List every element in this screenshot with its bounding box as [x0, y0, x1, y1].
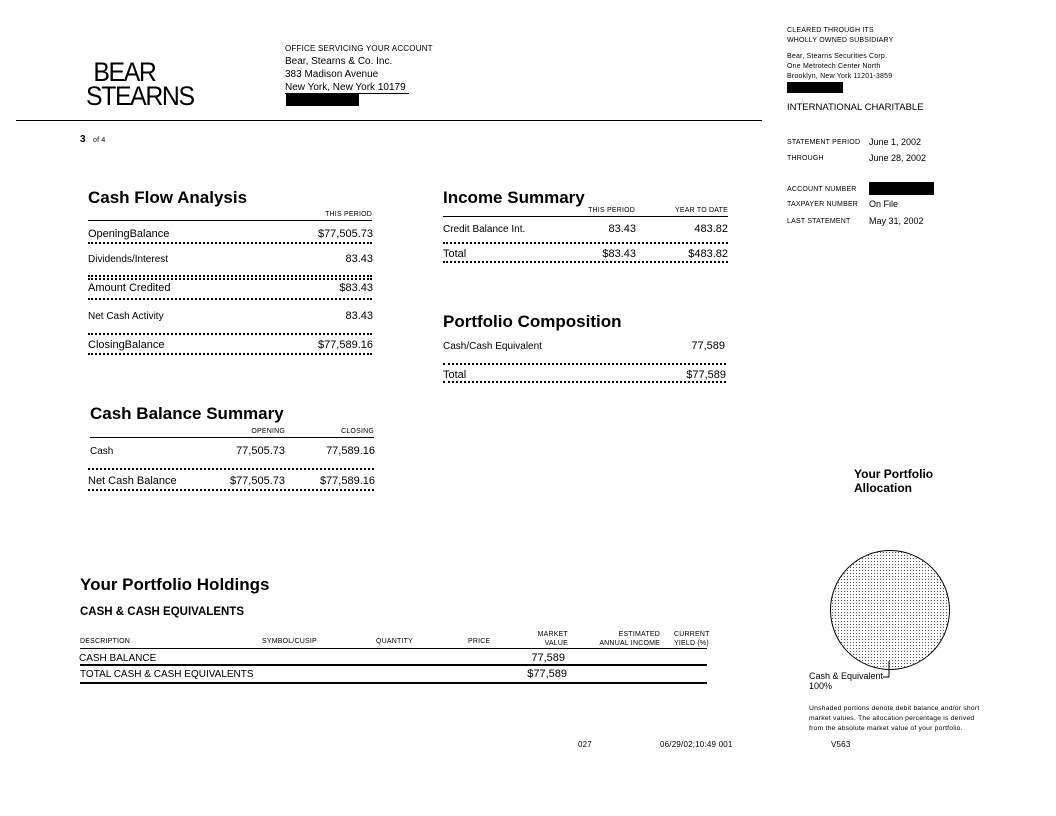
- logo-line-2: STEARNS: [86, 81, 194, 111]
- portfolio-composition-row-label: Cash/Cash Equivalent: [443, 341, 542, 352]
- holdings-title: Your Portfolio Holdings: [80, 575, 270, 594]
- servicing-office-line-2: 383 Madison Avenue: [285, 69, 379, 80]
- portfolio-composition-row-value: $77,589: [686, 369, 726, 381]
- clearing-line-3: Bear, Stearns Securities Corp.: [787, 53, 888, 60]
- cash-flow-row-label: Dividends/Interest: [88, 254, 169, 265]
- logo-line-1: BEAR: [93, 57, 156, 87]
- allocation-pie-chart: [830, 550, 950, 670]
- holdings-row-rule: [80, 664, 707, 666]
- col-current-yield: [674, 630, 710, 648]
- income-col-this-period: THIS PERIOD: [588, 207, 635, 214]
- row-separator: [88, 489, 374, 491]
- income-row-label: Credit Balance Int.: [443, 224, 526, 235]
- income-row-this-period: 83.43: [608, 223, 636, 235]
- income-row-label: Total: [443, 248, 467, 260]
- clearing-line-5: Brooklyn, New York 11201-3859: [787, 73, 893, 80]
- col-market-value-line-1: MARKET: [537, 631, 568, 638]
- allocation-title-line-1: Your Portfolio: [854, 467, 934, 481]
- servicing-office-line-1: Bear, Stearns & Co. Inc.: [285, 56, 393, 67]
- redacted-account-number: [869, 182, 934, 195]
- holdings-row-market-value: $77,589: [527, 668, 567, 680]
- col-market-value-line-2: VALUE: [544, 640, 568, 647]
- row-separator: [88, 242, 372, 244]
- col-description: DESCRIPTION: [80, 638, 131, 645]
- cash-flow-header-rule: [88, 220, 372, 221]
- through-value: June 28, 2002: [869, 153, 927, 163]
- col-estimated-income: [590, 630, 660, 648]
- redacted-zip-block: [286, 93, 359, 106]
- income-col-year-to-date: YEAR TO DATE: [675, 207, 728, 214]
- income-row-this-period: $83.43: [602, 248, 636, 260]
- col-current-yield-line-2: YIELD (%): [674, 640, 709, 647]
- footer-form-code: V563: [831, 740, 851, 749]
- row-separator: [443, 381, 726, 383]
- cash-balance-row-closing: 77,589.16: [326, 445, 375, 457]
- holdings-total-rule: [80, 682, 707, 684]
- allocation-title-line-2: Allocation: [854, 481, 913, 495]
- portfolio-composition-title: Portfolio Composition: [443, 312, 622, 331]
- row-separator: [443, 261, 728, 263]
- row-separator: [88, 333, 372, 335]
- holdings-header-rule: [80, 648, 707, 649]
- col-symbol-cusip: SYMBOL/CUSIP: [262, 638, 317, 645]
- cash-flow-row-label: Net Cash Activity: [88, 311, 164, 322]
- cash-balance-col-closing: CLOSING: [341, 428, 374, 435]
- pie-slice-label: Cash & Equivalent: [809, 671, 884, 681]
- holdings-row-description: TOTAL CASH & CASH EQUIVALENTS: [80, 669, 254, 680]
- cash-balance-row-closing: $77,589.16: [319, 475, 375, 487]
- allocation-footnote-line-3: from the absolute market value of your portfolio.: [809, 725, 963, 732]
- taxpayer-number-label: TAXPAYER NUMBER: [787, 201, 859, 208]
- page-number: 3: [80, 134, 86, 145]
- col-market-value: [520, 630, 568, 648]
- cash-balance-col-opening: OPENING: [251, 428, 285, 435]
- row-separator: [88, 278, 372, 280]
- portfolio-composition-row-value: 77,589: [691, 340, 725, 352]
- cash-balance-row-label: Cash: [90, 446, 114, 457]
- servicing-office-heading: OFFICE SERVICING YOUR ACCOUNT: [285, 44, 433, 53]
- cash-flow-row-label: ClosingBalance: [88, 339, 165, 351]
- clearing-line-4: One Metrotech Center North: [787, 63, 881, 70]
- cash-balance-row-opening: 77,505.73: [236, 445, 285, 457]
- taxpayer-number-value: On File: [869, 199, 899, 209]
- allocation-footnote-line-1: Unshaded portions denote debit balance and/or short: [809, 705, 980, 712]
- header-rule: [16, 120, 762, 121]
- holdings-subtitle: CASH & CASH EQUIVALENTS: [80, 606, 244, 618]
- row-separator: [443, 363, 726, 365]
- col-quantity: QUANTITY: [376, 638, 413, 645]
- servicing-office-block: [285, 44, 433, 93]
- income-header-rule: [443, 216, 728, 217]
- income-row-ytd: $483.82: [688, 248, 728, 260]
- cash-flow-row-label: OpeningBalance: [88, 228, 170, 240]
- clearing-block: [787, 26, 894, 82]
- col-price: PRICE: [468, 638, 491, 645]
- cash-flow-row-value: 83.43: [345, 310, 373, 322]
- bear-stearns-logo: [86, 57, 194, 111]
- through-label: THROUGH: [787, 155, 824, 162]
- page-indicator: [80, 129, 106, 147]
- cash-flow-row-value: $77,505.73: [317, 228, 373, 240]
- footer-timestamp: 06/29/02;10:49 001: [660, 740, 733, 749]
- pie-slice-percent: 100%: [809, 681, 833, 691]
- footer-code: 027: [578, 740, 592, 749]
- account-number-label: ACCOUNT NUMBER: [787, 186, 857, 193]
- col-estimated-income-line-1: ESTIMATED: [618, 631, 660, 638]
- cash-flow-row-value: $83.43: [339, 282, 373, 294]
- row-separator: [88, 468, 374, 470]
- statement-period-value: June 1, 2002: [869, 137, 922, 147]
- clearing-line-2: WHOLLY OWNED SUBSIDIARY: [787, 37, 894, 44]
- col-current-yield-line-1: CURRENT: [674, 631, 710, 638]
- holdings-row-market-value: 77,589: [531, 652, 565, 664]
- servicing-office-line-3: New York, New York 10179: [285, 82, 406, 93]
- clearing-line-1: CLEARED THROUGH ITS: [787, 27, 874, 34]
- statement-period-label: STATEMENT PERIOD: [787, 139, 861, 146]
- cash-flow-column-header: THIS PERIOD: [325, 211, 372, 218]
- col-estimated-income-line-2: ANNUAL INCOME: [599, 640, 660, 647]
- account-name: INTERNATIONAL CHARITABLE: [787, 102, 924, 113]
- cash-flow-row-value: $77,589.16: [317, 339, 373, 351]
- page-of: of 4: [93, 137, 106, 144]
- redacted-clearing-block: [787, 82, 843, 93]
- cash-flow-title: Cash Flow Analysis: [88, 188, 248, 207]
- portfolio-composition-row-label: Total: [443, 369, 467, 381]
- cash-balance-summary-title: Cash Balance Summary: [90, 404, 284, 423]
- cash-balance-row-opening: $77,505.73: [229, 475, 285, 487]
- allocation-footnote-line-2: market values. The allocation percentage is derived: [809, 715, 975, 722]
- cash-flow-row-label: Amount Credited: [88, 282, 171, 294]
- last-statement-value: May 31, 2002: [869, 216, 924, 226]
- row-separator: [88, 275, 372, 277]
- income-row-ytd: 483.82: [694, 223, 728, 235]
- allocation-footnote: [809, 704, 979, 734]
- row-separator: [88, 353, 372, 355]
- allocation-title: [854, 467, 933, 495]
- cash-balance-row-label: Net Cash Balance: [88, 475, 177, 487]
- row-separator: [88, 298, 372, 300]
- holdings-row-description: CASH BALANCE: [79, 653, 157, 664]
- cash-balance-header-rule: [90, 437, 374, 438]
- pie-slice-label-block: [809, 671, 883, 691]
- cash-flow-row-value: 83.43: [345, 253, 373, 265]
- row-separator: [443, 242, 728, 244]
- last-statement-label: LAST STATEMENT: [787, 218, 851, 225]
- income-summary-title: Income Summary: [443, 188, 585, 207]
